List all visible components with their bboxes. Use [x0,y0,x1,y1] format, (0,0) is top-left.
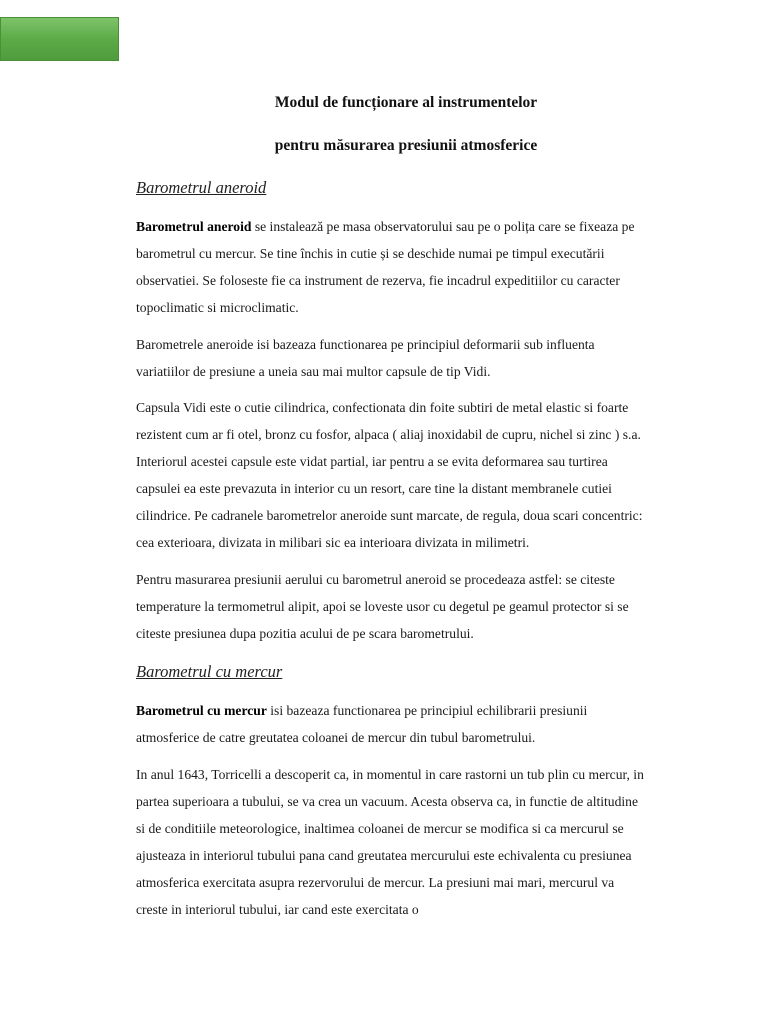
paragraph-vidi-capsule: Capsula Vidi este o cutie cilindrica, confectionata din foite subtiri de metal elastic si foarte rezistent cum ar fi otel, bronz cu fosfor, alpaca ( aliaj inoxidabil de cupru, nichel si zinc ) s.a. Interiorul acestei capsule este vidat partial, iar pentru a se evita deformarea sau turtirea capsulei ea este prevazuta in interior cu un resort, care tine la distant membranele cutiei cilindrice. Pe cadranele barometrelor aneroide sunt marcate, de regula, doua scari concentric: cea exterioara, divizata in milibari sic ea interioara divizata in milimetri. [136,400,643,550]
section-heading-aneroid: Barometrul aneroid [136,178,267,197]
paragraph-aneroid-principle: Barometrele aneroide isi bazeaza functionarea pe principiul deformarii sub influenta variatiilor de presiune a uneia sau mai multor capsule de tip Vidi. [136,337,595,379]
paragraph-text: isi bazeaza functionarea pe principiul echilibrarii presiunii atmosferice de catre greutatea coloanei de mercur din tubul barometrului. [136,703,588,745]
paragraph-text: se instalează pe masa observatorului sau pe o polița care se fixeaza pe barometrul cu mercur. Se tine închis in cutie și se deschide numai pe timpul executării observatiei. Se foloseste fie ca instrument de rezerva, fie incadrul expeditiilor cu caracter topoclimatic si microclimatic. [136,219,635,315]
document-title-line2: pentru măsurarea presiunii atmosferice [274,137,538,154]
paragraph-aneroid-intro [136,213,648,321]
paragraph-aneroid-measurement: Pentru masurarea presiunii aerului cu barometrul aneroid se procedeaza astfel: se citeste temperature la termometrul alipit, apoi se loveste usor cu degetul pe geamul protector si se citeste presiunea dupa pozitia acului de pe scara barometrului. [136,572,629,641]
section-heading-mercury: Barometrul cu mercur [136,662,283,681]
bold-term-mercury: Barometrul cu mercur [136,703,267,718]
document-title-line1: Modul de funcționare al instrumentelor [274,94,538,111]
paragraph-torricelli: In anul 1643, Torricelli a descoperit ca, in momentul in care rastorni un tub plin cu mercur, in partea superioara a tubului, se va crea un vacuum. Acesta observa ca, in functie de altitudine si de conditiile meteorologice, inaltimea coloanei de mercur se modifica si ca mercurul se ajusteaza in interiorul tubului pana cand greutatea mercurului este echivalenta cu presiunea atmosferica exercitata asupra rezervorului de mercur. La presiuni mai mari, mercurul va creste in interiorul tubului, iar cand este exercitata o [136,767,644,917]
bold-term-aneroid: Barometrul aneroid [136,219,252,234]
green-header-box [0,17,119,61]
paragraph-mercury-intro [136,697,648,751]
